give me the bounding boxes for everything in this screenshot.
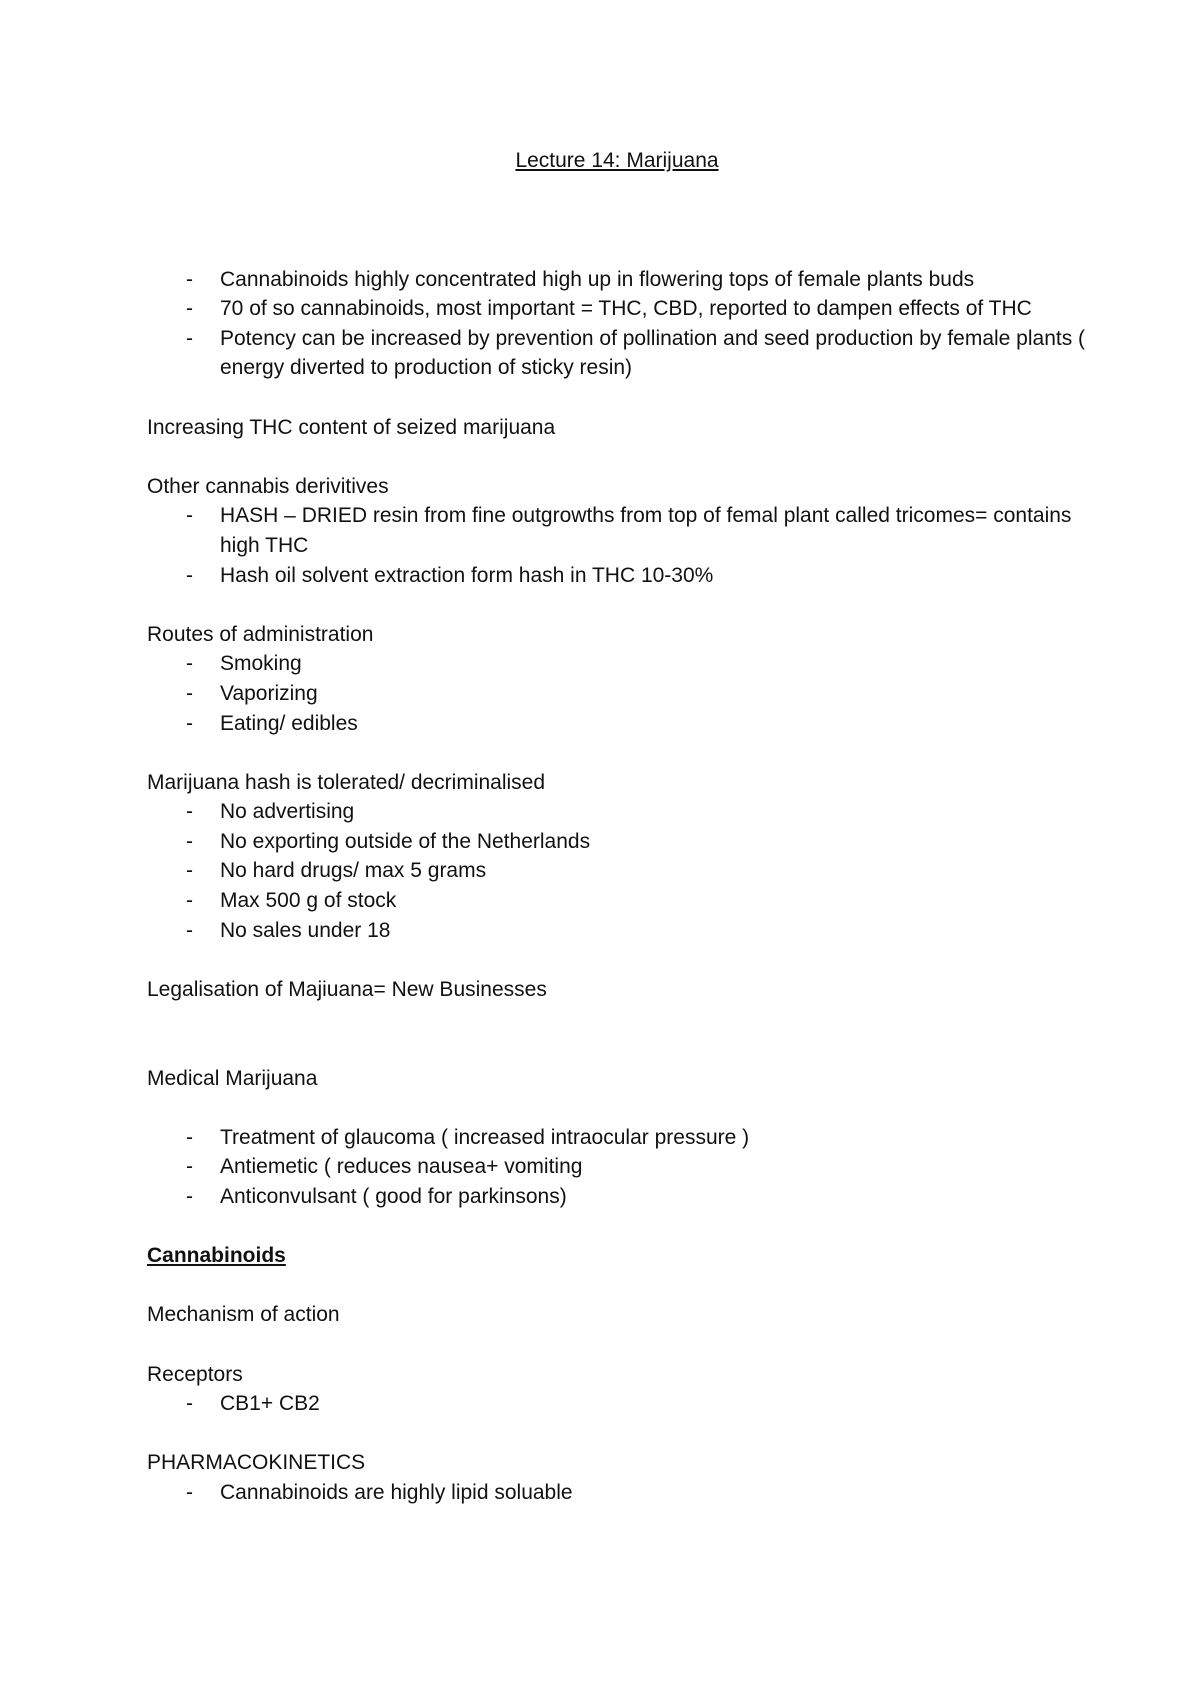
list-item: - Cannabinoids highly concentrated high up in flowering tops of female plants buds <box>147 265 1087 295</box>
list-item: - CB1+ CB2 <box>147 1389 1087 1419</box>
dash-bullet: - <box>186 326 193 350</box>
section-heading-derivatives: Other cannabis derivitives <box>147 474 389 498</box>
list-item: - HASH – DRIED resin from fine outgrowths from top of femal plant called tricomes= contains high THC <box>147 501 1087 560</box>
section-heading-pharmacokinetics: PHARMACOKINETICS <box>147 1451 366 1475</box>
dash-bullet: - <box>186 829 193 853</box>
dash-bullet: - <box>186 563 193 587</box>
dash-bullet: - <box>186 1125 193 1149</box>
list-item: - Hash oil solvent extraction form hash in THC 10-30% <box>147 561 1087 591</box>
list-item: - 70 of so cannabinoids, most important = THC, CBD, reported to dampen effects of THC <box>147 294 1087 324</box>
intro-list <box>147 265 1087 383</box>
dash-bullet: - <box>186 711 193 735</box>
list-item: - Treatment of glaucoma ( increased intraocular pressure ) <box>147 1123 1087 1153</box>
dash-bullet: - <box>186 1392 193 1416</box>
section-heading-medical: Medical Marijuana <box>147 1066 318 1090</box>
dash-bullet: - <box>186 859 193 883</box>
list-item: - Eating/ edibles <box>147 709 1087 739</box>
document-body <box>147 146 1087 1508</box>
dash-bullet: - <box>186 652 193 676</box>
list-item: - Anticonvulsant ( good for parkinsons) <box>147 1182 1087 1212</box>
dash-bullet: - <box>186 1480 193 1504</box>
list-item: - No advertising <box>147 797 1087 827</box>
dash-bullet: - <box>186 267 193 291</box>
section-heading-mechanism: Mechanism of action <box>147 1303 340 1327</box>
section-heading-cannabinoids: Cannabinoids <box>147 1244 286 1268</box>
pharmacokinetics-list <box>147 1478 1087 1508</box>
dash-bullet: - <box>186 297 193 321</box>
section-heading-legalisation: Legalisation of Majiuana= New Businesses <box>147 977 547 1001</box>
medical-list <box>147 1123 1087 1212</box>
list-item: - No hard drugs/ max 5 grams <box>147 856 1087 886</box>
receptors-list <box>147 1389 1087 1419</box>
list-item: - No exporting outside of the Netherlands <box>147 827 1087 857</box>
section-heading-thc-content: Increasing THC content of seized marijuana <box>147 415 556 439</box>
dash-bullet: - <box>186 918 193 942</box>
tolerated-list <box>147 797 1087 945</box>
section-heading-routes: Routes of administration <box>147 622 374 646</box>
section-heading-tolerated: Marijuana hash is tolerated/ decriminalised <box>147 770 546 794</box>
dash-bullet: - <box>186 800 193 824</box>
list-item: - Vaporizing <box>147 679 1087 709</box>
dash-bullet: - <box>186 889 193 913</box>
list-item: - Antiemetic ( reduces nausea+ vomiting <box>147 1152 1087 1182</box>
derivatives-list <box>147 501 1087 590</box>
dash-bullet: - <box>186 681 193 705</box>
list-item: - Cannabinoids are highly lipid soluable <box>147 1478 1087 1508</box>
dash-bullet: - <box>186 504 193 528</box>
section-heading-receptors: Receptors <box>147 1362 243 1386</box>
dash-bullet: - <box>186 1155 193 1179</box>
routes-list <box>147 649 1087 738</box>
dash-bullet: - <box>186 1185 193 1208</box>
list-item: - Smoking <box>147 649 1087 679</box>
list-item: - Potency can be increased by prevention of pollination and seed production by female plants ( energy diverted to production of sticky resin) <box>147 324 1087 383</box>
list-item: - No sales under 18 <box>147 916 1087 946</box>
page-title: Lecture 14: Marijuana <box>515 149 719 172</box>
list-item: - Max 500 g of stock <box>147 886 1087 916</box>
